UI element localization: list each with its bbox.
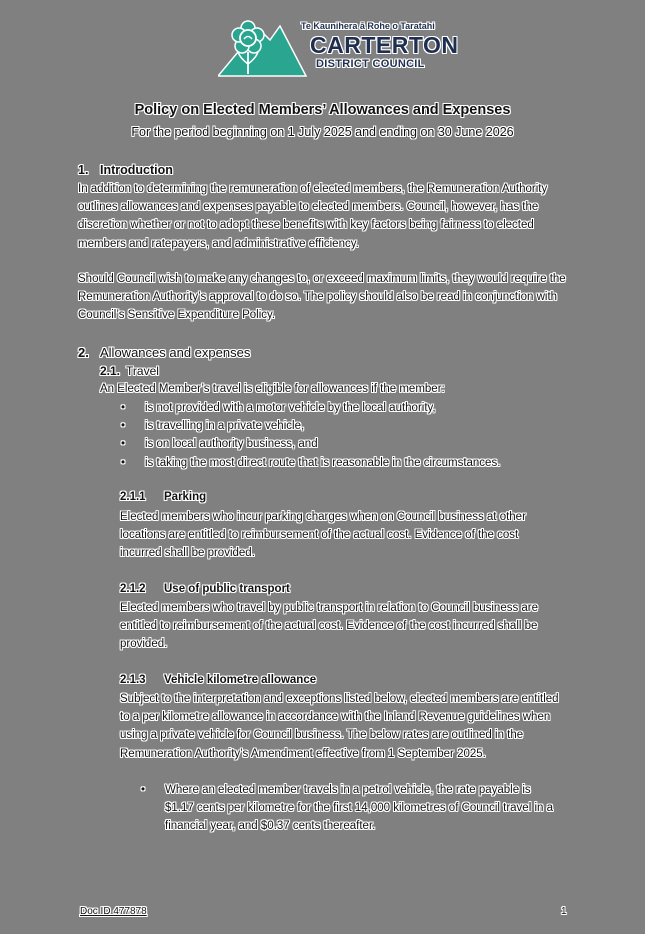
section-title: Introduction bbox=[100, 163, 173, 177]
list-item: • Where an elected member travels in a petrol vehicle, the rate payable is $1.17 cents per kilometre for the first 14,000 kilometres of Council travel in a financial year, and $0.37 cents thereafter. bbox=[141, 781, 561, 836]
section-number: 2. bbox=[78, 345, 89, 360]
travel-intro: An Elected Member’s travel is eligible for allowances if the member: bbox=[100, 383, 445, 395]
document-subtitle: For the period beginning on 1 July 2025 and ending on 30 June 2026 bbox=[131, 125, 514, 139]
subsection-heading-parking bbox=[120, 491, 206, 503]
section-heading-allowances bbox=[78, 345, 250, 360]
daffodil-mountain-icon bbox=[218, 18, 308, 78]
logo-name: CARTERTON bbox=[310, 32, 459, 58]
list-item: • is on local authority business, and bbox=[121, 435, 571, 453]
subsection-number: 2.1.2 bbox=[120, 583, 146, 595]
document-id: Doc ID 477878 bbox=[80, 906, 147, 917]
carterton-logo bbox=[218, 18, 459, 78]
subsection-title: Parking bbox=[164, 491, 207, 503]
intro-paragraph-1: In addition to determining the remuneration of elected members, the Remuneration Authority outlines allowances and expenses payable to elected members. Council, however, has the discretion whether or not to adopt these benefits with key factors being fairness to elected members and ratepayers, and administrative efficiency. bbox=[78, 183, 548, 250]
list-item: • is not provided with a motor vehicle by the local authority, bbox=[121, 399, 571, 417]
subsection-heading-travel bbox=[100, 364, 159, 378]
document-title: Policy on Elected Members’ Allowances and Expenses bbox=[134, 102, 511, 118]
intro-paragraph-2: Should Council wish to make any changes to, or exceed maximum limits, they would require the Remuneration Authority’s approval to do so. The policy should also be read in conjunction with Council’s Sensitive Expenditure Policy. bbox=[78, 273, 566, 322]
logo-subname: DISTRICT COUNCIL bbox=[316, 58, 425, 70]
section-title: Allowances and expenses bbox=[100, 345, 251, 360]
section-heading-introduction bbox=[78, 163, 173, 177]
travel-eligibility-list bbox=[121, 399, 571, 472]
logo-tagline: Te Kaunihera ā Rohe o Taratahi bbox=[301, 21, 435, 31]
subsection-number: 2.1.3 bbox=[120, 674, 146, 686]
parking-paragraph: Elected members who incur parking charges when on Council business at other locations are entitled to reimbursement of the actual cost. Evidence of the cost incurred shall be provided. bbox=[120, 511, 526, 560]
list-item: • is taking the most direct route that is reasonable in the circumstances. bbox=[121, 454, 571, 472]
section-number: 1. bbox=[78, 163, 89, 177]
vehicle-km-rates-list bbox=[141, 781, 561, 836]
subsection-title: Travel bbox=[126, 364, 159, 378]
page-number: 1 bbox=[561, 906, 567, 917]
subsection-number: 2.1. bbox=[100, 364, 121, 378]
subsection-title: Vehicle kilometre allowance bbox=[164, 674, 317, 686]
list-item: • is travelling in a private vehicle, bbox=[121, 417, 571, 435]
subsection-heading-vehicle-km bbox=[120, 674, 316, 686]
subsection-number: 2.1.1 bbox=[120, 491, 146, 503]
subsection-title: Use of public transport bbox=[164, 583, 290, 595]
vehicle-km-paragraph: Subject to the interpretation and exceptions listed below, elected members are entitled to a per kilometre allowance in accordance with the Inland Revenue guidelines when using a private vehicle for Council business. The below rates are outlined in the Remuneration Authority’s Amendment effective from 1 September 2025. bbox=[120, 693, 559, 760]
public-transport-paragraph: Elected members who travel by public transport in relation to Council business are entitled to reimbursement of the actual cost. Evidence of the cost incurred shall be provided. bbox=[120, 602, 539, 651]
subsection-heading-public-transport bbox=[120, 583, 290, 595]
